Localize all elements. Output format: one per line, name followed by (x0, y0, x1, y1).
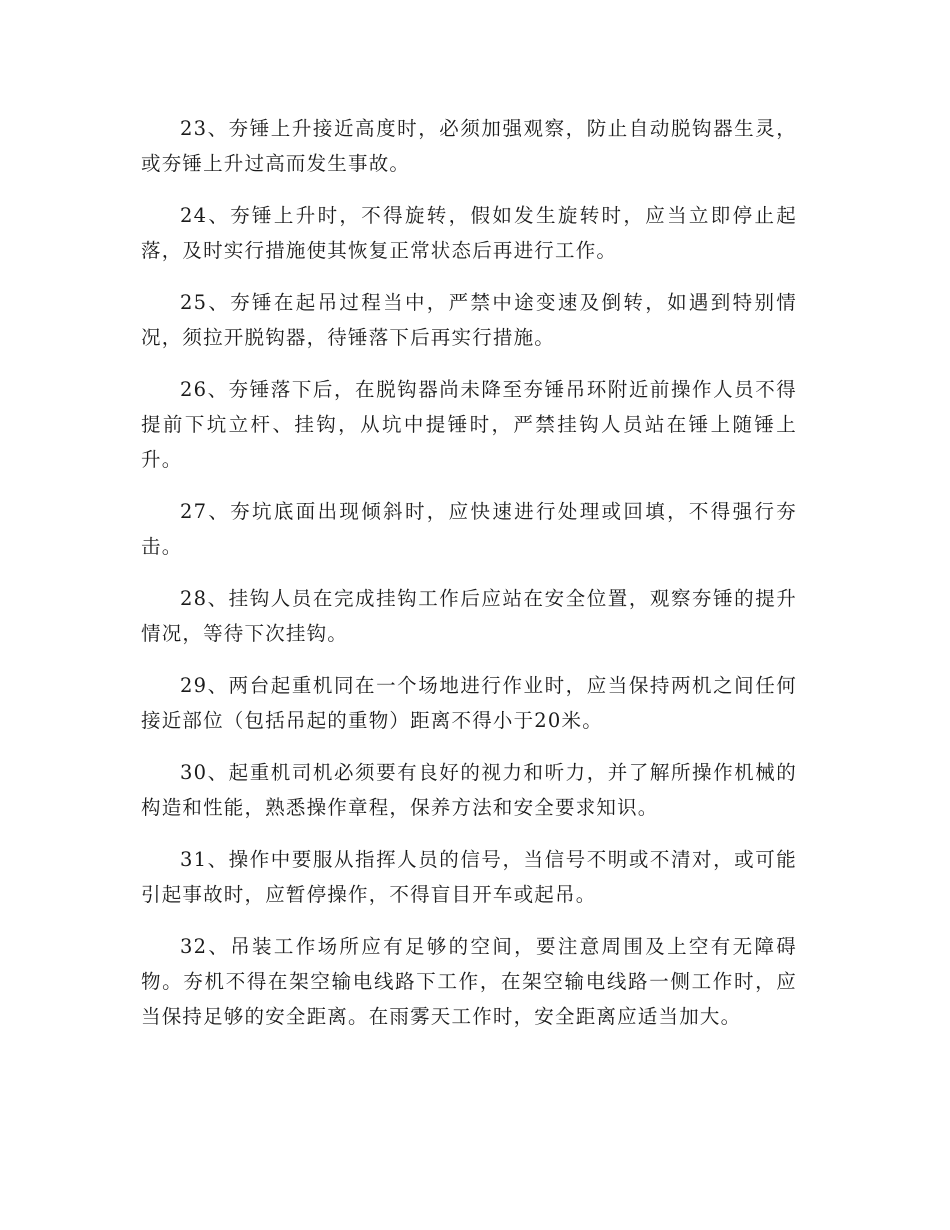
paragraph-26: 26、夯锤落下后，在脱钩器尚未降至夯锤吊环附近前操作人员不得提前下坑立杆、挂钩，从坑中提锤时，严禁挂钩人员站在锤上随锤上升。 (141, 378, 797, 471)
document-body (141, 111, 797, 1051)
paragraph-32: 32、吊装工作场所应有足够的空间，要注意周围及上空有无障碍物。夯机不得在架空输电线路下工作，在架空输电线路一侧工作时，应当保持足够的安全距离。在雨雾天工作时，安全距离应适当加大。 (141, 935, 797, 1028)
paragraph-31: 31、操作中要服从指挥人员的信号，当信号不明或不清对，或可能引起事故时，应暂停操作，不得盲目开车或起吊。 (141, 848, 797, 906)
paragraph-28: 28、挂钩人员在完成挂钩工作后应站在安全位置，观察夯锤的提升情况，等待下次挂钩。 (141, 587, 797, 645)
paragraph-29: 29、两台起重机同在一个场地进行作业时，应当保持两机之间任何接近部位（包括吊起的重物）距离不得小于20米。 (141, 674, 797, 732)
paragraph-30: 30、起重机司机必须要有良好的视力和听力，并了解所操作机械的构造和性能，熟悉操作章程，保养方法和安全要求知识。 (141, 761, 797, 819)
paragraph-24: 24、夯锤上升时，不得旋转，假如发生旋转时，应当立即停止起落，及时实行措施使其恢复正常状态后再进行工作。 (141, 204, 797, 262)
paragraph-27: 27、夯坑底面出现倾斜时，应快速进行处理或回填，不得强行夯击。 (141, 500, 797, 558)
paragraph-25: 25、夯锤在起吊过程当中，严禁中途变速及倒转，如遇到特别情况，须拉开脱钩器，待锤落下后再实行措施。 (141, 291, 797, 349)
paragraph-23: 23、夯锤上升接近高度时，必须加强观察，防止自动脱钩器生灵，或夯锤上升过高而发生事故。 (141, 117, 797, 175)
